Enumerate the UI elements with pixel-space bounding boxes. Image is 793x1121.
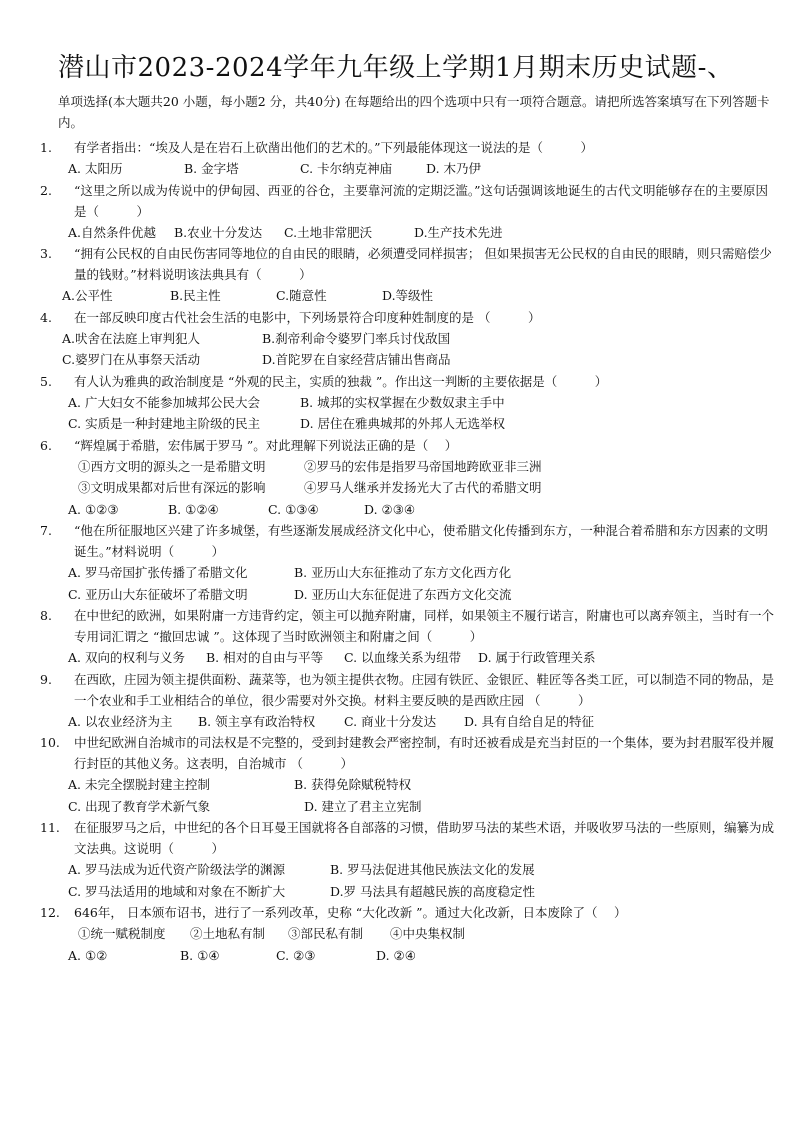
options-4a xyxy=(40,328,780,350)
options-10b xyxy=(40,796,780,818)
question-3: 3. “拥有公民权的自由民伤害同等地位的自由民的眼睛，必须遭受同样损害； 但如果损害无公民权的自由民的眼睛，则只需赔偿少量的钱财。”材料说明该法典具有（ ） xyxy=(40,246,772,282)
option-b: B. 领主享有政治特权 xyxy=(198,713,316,729)
statement-4: ④罗马人继承并发扬光大了古代的希腊文明 xyxy=(303,480,542,495)
options-10a xyxy=(40,774,780,796)
questions-list xyxy=(40,137,780,966)
option-c: C. 实质是一种封建地主阶级的民主 xyxy=(68,416,261,431)
option-c: C. 以血缘关系为纽带 xyxy=(344,650,462,665)
option-a: A. 广大妇女不能参加城邦公民大会 xyxy=(68,394,260,410)
question-4: 4. 在一部反映印度古代社会生活的电影中，下列场景符合印度种姓制度的是 （ ） xyxy=(40,309,541,325)
statement-3: ③文明成果都对后世有深远的影响 xyxy=(78,480,266,495)
options-2 xyxy=(40,222,780,244)
question-1: 1. 有学者指出：“埃及人是在岩石上砍凿出他们的艺术的。”下列最能体现这一说法的是（ ） xyxy=(40,140,594,155)
option-b: B. 相对的自由与平等 xyxy=(206,650,324,665)
question-11: 11. 在征服罗马之后，中世纪的各个日耳曼王国就将各自部落的习惯，借助罗马法的某些术语，并吸收罗马法的一些原则，编纂为成文法典。这说明（ ） xyxy=(40,820,775,856)
question-9: 9. 在西欧，庄园为领主提供面粉、蔬菜等，也为领主提供衣物。庄园有铁匠、金银匠、鞋匠等各类工匠，可以制造不同的物品，是一个农业和手工业相结合的单位，很少需要对外交换。材料主要反映的是西欧庄园 （ ） xyxy=(40,671,775,708)
option-a: A. 罗马法成为近代资产阶级法学的渊源 xyxy=(68,862,285,877)
option-a: A. 罗马帝国扩张传播了希腊文化 xyxy=(68,565,248,580)
options-11b xyxy=(40,881,780,903)
options-12 xyxy=(40,945,780,967)
statement-4: ④中央集权制 xyxy=(389,926,465,941)
options-3 xyxy=(40,285,780,307)
question-2: 2. “这里之所以成为传说中的伊甸园、西亚的谷仓，主要靠河流的定期泛滥。”这句话强调该地诞生的古代文明能够存在的主要原因是（ ） xyxy=(40,182,769,219)
option-b: B.农业十分发达 xyxy=(174,224,263,240)
option-a: A. 以农业经济为主 xyxy=(68,713,173,729)
option-a: A.吠舍在法庭上审判犯人 xyxy=(62,330,201,346)
page-title: 潜山市2023-2024学年九年级上学期1月期末历史试题-、 xyxy=(58,53,734,83)
option-b: B.刹帝利命令婆罗门率兵讨伐敌国 xyxy=(262,330,451,346)
option-c: C. 罗马法适用的地域和对象在不断扩大 xyxy=(68,883,286,899)
question-7: 7. “他在所征服地区兴建了许多城堡，有些逐渐发展成经济文化中心，使希腊文化传播到东方，一种混合着希腊和东方因素的文明诞生。”材料说明（ ） xyxy=(40,523,768,559)
option-c: C. 商业十分发达 xyxy=(344,713,437,729)
statement-1: ①统一赋税制度 xyxy=(78,926,166,941)
option-a: A.公平性 xyxy=(62,288,113,303)
options-9 xyxy=(40,711,780,733)
option-a: A.自然条件优越 xyxy=(68,224,157,240)
option-d: D. 建立了君主立宪制 xyxy=(304,798,422,814)
statement-2: ②土地私有制 xyxy=(189,926,265,941)
options-7b xyxy=(40,584,780,606)
statement-2: ②罗马的宏伟是指罗马帝国地跨欧亚非三洲 xyxy=(303,458,542,474)
option-b: B. ①④ xyxy=(180,947,220,963)
option-b: B.民主性 xyxy=(170,288,221,303)
statements-12 xyxy=(40,923,780,945)
options-6 xyxy=(40,499,780,521)
options-7a xyxy=(40,562,780,584)
options-4b xyxy=(40,349,780,371)
option-d: D. 亚历山大东征促进了东西方文化交流 xyxy=(294,586,512,602)
option-b: B. 金字塔 xyxy=(184,161,239,176)
option-c: C. 卡尔纳克神庙 xyxy=(300,161,393,176)
options-1 xyxy=(40,158,780,180)
option-b: B. 罗马法促进其他民族法文化的发展 xyxy=(330,862,535,877)
question-6: 6. “辉煌属于希腊，宏伟属于罗马 ”。对此理解下列说法正确的是（ ） xyxy=(40,437,458,453)
option-b: B. 城邦的实权掌握在少数奴隶主手中 xyxy=(300,394,505,410)
statement-3: ③部民私有制 xyxy=(287,926,363,941)
question-10: 10. 中世纪欧洲自治城市的司法权是不完整的，受到封建教会严密控制，有时还被看成是充当封臣的一个集体，要为封君服军役并履行封臣的其他义务。这表明，自治城市 （ ） xyxy=(40,735,775,771)
statement-1: ①西方文明的源头之一是希腊文明 xyxy=(78,458,266,474)
options-11a xyxy=(40,859,780,881)
options-8 xyxy=(40,647,780,669)
statements-6b xyxy=(40,477,780,499)
option-b: B. ①②④ xyxy=(168,501,219,517)
option-d: D. ②④ xyxy=(376,947,416,963)
statements-6a xyxy=(40,456,780,478)
option-c: C.婆罗门在从事祭天活动 xyxy=(62,352,201,367)
option-a: A. 太阳历 xyxy=(68,161,123,176)
option-d: D.生产技术先进 xyxy=(414,224,503,240)
question-5: 5. 有人认为雅典的政治制度是 “外观的民主，实质的独裁 ”。作出这一判断的主要依据是（ ） xyxy=(40,373,608,389)
option-a: A. ①② xyxy=(68,947,108,963)
option-b: B. 获得免除赋税特权 xyxy=(294,777,412,792)
option-a: A. ①②③ xyxy=(68,501,119,517)
option-b: B. 亚历山大东征推动了东方文化西方化 xyxy=(294,565,512,580)
option-c: C. 出现了教育学术新气象 xyxy=(68,798,211,814)
options-5b xyxy=(40,413,780,435)
option-c: C.随意性 xyxy=(276,288,327,303)
option-d: D. 具有自给自足的特征 xyxy=(464,713,595,729)
option-a: A. 双向的权利与义务 xyxy=(68,650,185,665)
option-a: A. 未完全摆脱封建主控制 xyxy=(68,777,210,792)
option-c: C. 亚历山大东征破坏了希腊文明 xyxy=(68,586,248,602)
option-c: C. ②③ xyxy=(276,947,316,963)
option-d: D. 木乃伊 xyxy=(426,161,482,176)
option-c: C. ①③④ xyxy=(268,501,319,517)
option-d: D.罗 马法具有超越民族的高度稳定性 xyxy=(330,883,536,899)
section-instructions: 单项选择(本大题共20 小题，每小题2 分，共40分) 在每题给出的四个选项中只有一项符合题意。请把所选答案填写在下列答题卡内。 xyxy=(58,94,770,130)
options-5a xyxy=(40,392,780,414)
option-d: D. 属于行政管理关系 xyxy=(478,650,596,665)
option-d: D.首陀罗在自家经营店铺出售商品 xyxy=(262,352,451,367)
question-8: 8. 在中世纪的欧洲，如果附庸一方违背约定，领主可以抛弃附庸，同样，如果领主不履行诺言，附庸也可以离弃领主，当时有一个专用词汇谓之 “撤回忠诚 ”。这体现了当时欧洲领主和附庸之间（ ） xyxy=(40,608,775,644)
option-d: D. ②③④ xyxy=(364,501,416,517)
option-d: D. 居住在雅典城邦的外邦人无选举权 xyxy=(300,416,506,431)
option-d: D.等级性 xyxy=(382,288,434,303)
question-12: 12. 646年， 日本颁布诏书，进行了一系列改革，史称 “大化改新 ”。通过大化改新，日本废除了（ ） xyxy=(40,905,627,920)
option-c: C.土地非常肥沃 xyxy=(284,224,373,240)
